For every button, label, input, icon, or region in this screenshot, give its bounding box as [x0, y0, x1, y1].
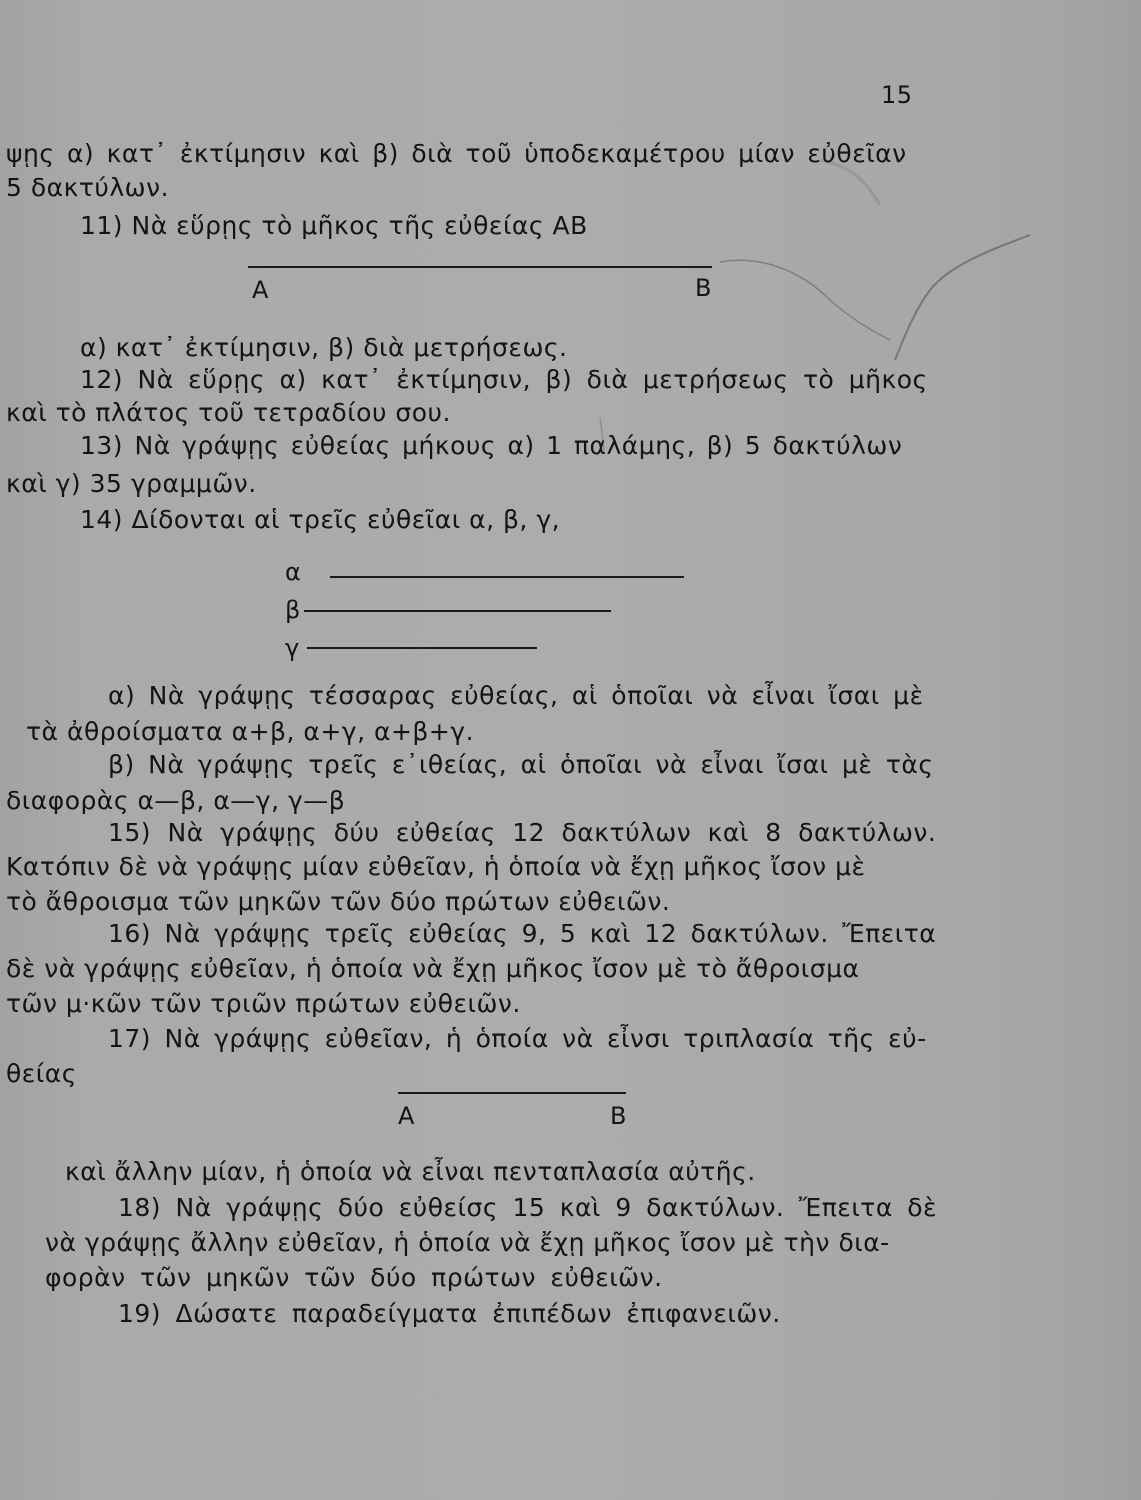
text-line: διαφορὰς α—β, α—γ, γ—β — [6, 786, 346, 815]
text-line: καὶ γ) 35 γραμμῶν. — [6, 469, 257, 498]
segment-ab-line — [248, 266, 712, 268]
text-line: τὸ ἄθροισμα τῶν μηκῶν τῶν δύο πρώτων εὐθειῶν. — [6, 887, 671, 916]
text-line: καὶ τὸ πλάτος τοῦ τετραδίου σου. — [6, 398, 451, 427]
text-line: Κατόπιν δὲ νὰ γράψῃς μίαν εὐθεῖαν, ἡ ὁποία νὰ ἔχῃ μῆκος ἴσον μὲ — [6, 852, 866, 881]
exercise-18: 18) Νὰ γράψῃς δύο εὐθείσς 15 καὶ 9 δακτύλων. Ἔπειτα δὲ — [118, 1193, 938, 1222]
text-line: νὰ γράψῃς ἄλλην εὐθεῖαν, ἡ ὁποία νὰ ἔχῃ μῆκος ἴσον μὲ τὴν δια- — [45, 1228, 890, 1257]
text-line: 5 δακτύλων. — [6, 173, 170, 202]
segment-gamma-line — [307, 647, 537, 649]
segment-ab-2-line — [398, 1092, 626, 1094]
exercise-12: 12) Νὰ εὕρῃς α) κατ᾽ ἐκτίμησιν, β) διὰ μετρήσεως τὸ μῆκος — [80, 365, 928, 394]
segment-alpha-line — [330, 576, 684, 578]
segment-ab-start-label: Α — [252, 276, 269, 304]
text-line: θείας — [6, 1059, 77, 1088]
segment-beta-line — [304, 610, 611, 612]
exercise-17: 17) Νὰ γράψῃς εὐθεῖαν, ἡ ὁποία νὰ εἶνσι τριπλασία τῆς εὐ- — [108, 1024, 927, 1053]
segment-beta-label: β — [285, 596, 301, 624]
page-number: 15 — [881, 81, 913, 109]
text-line: α) κατ᾽ ἐκτίμησιν, β) διὰ μετρήσεως. — [80, 333, 568, 362]
exercise-14: 14) Δίδονται αἱ τρεῖς εὐθεῖαι α, β, γ, — [80, 505, 561, 534]
exercise-15: 15) Νὰ γράψῃς δύυ εὐθείας 12 δακτύλων καὶ 8 δακτύλων. — [108, 818, 937, 847]
text-line: φορὰν τῶν μηκῶν τῶν δύο πρώτων εὐθειῶν. — [45, 1263, 663, 1292]
text-line: δὲ νὰ γράψῃς εὐθεῖαν, ἡ ὁποία νὰ ἔχῃ μῆκος ἴσον μὲ τὸ ἄθροισμα — [6, 954, 860, 983]
text-line: τὰ ἀθροίσματα α+β, α+γ, α+β+γ. — [26, 717, 475, 746]
exercise-19: 19) Δώσατε παραδείγματα ἐπιπέδων ἐπιφανειῶν. — [118, 1299, 781, 1328]
text-line: καὶ ἄλλην μίαν, ἡ ὁποία νὰ εἶναι πενταπλασία αὐτῆς. — [65, 1157, 756, 1186]
exercise-13: 13) Νὰ γράψῃς εὐθείας μήκους α) 1 παλάμης, β) 5 δακτύλων — [80, 431, 903, 460]
segment-ab-2-end-label: Β — [610, 1102, 627, 1130]
text-line: α) Νὰ γράψῃς τέσσαρας εὐθείας, αἱ ὁποῖαι νὰ εἶναι ἴσαι μὲ — [108, 681, 924, 710]
segment-gamma-label: γ — [285, 634, 300, 662]
segment-ab-end-label: Β — [695, 274, 712, 302]
text-line: ψῃς α) κατ᾽ ἐκτίμησιν καὶ β) διὰ τοῦ ὑποδεκαμέτρου μίαν εὐθεῖαν — [6, 139, 907, 168]
segment-alpha-label: α — [285, 558, 301, 586]
exercise-16: 16) Νὰ γράψῃς τρεῖς εὐθείας 9, 5 καὶ 12 δακτύλων. Ἔπειτα — [108, 919, 937, 948]
text-line: β) Νὰ γράψῃς τρεῖς ε᾽ιθείας, αἱ ὁποῖαι νὰ εἶναι ἴσαι μὲ τὰς — [108, 750, 934, 779]
text-line: τῶν μ·κῶν τῶν τριῶν πρώτων εὐθειῶν. — [6, 989, 521, 1018]
exercise-11: 11) Νὰ εὕρῃς τὸ μῆκος τῆς εὐθείας ΑΒ — [80, 211, 588, 240]
segment-ab-2-start-label: Α — [398, 1102, 415, 1130]
